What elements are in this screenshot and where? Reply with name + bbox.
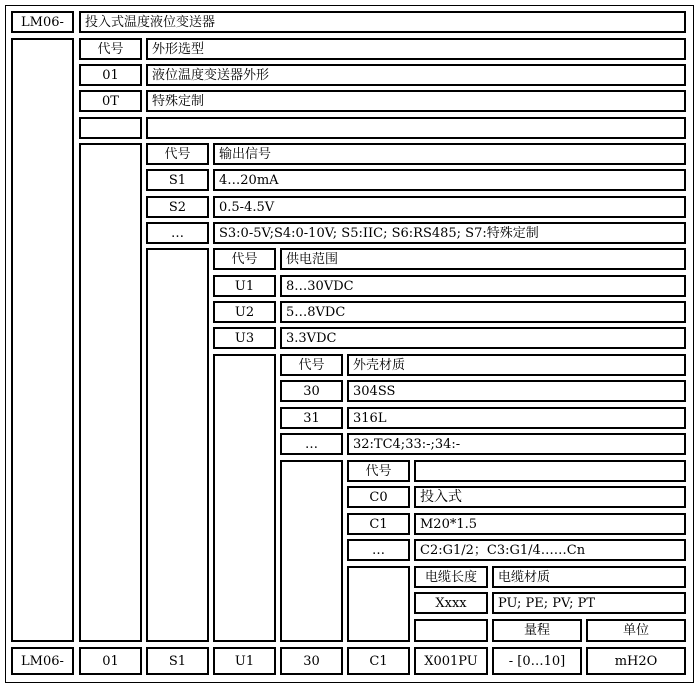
process-column	[347, 566, 410, 642]
output-column	[146, 248, 209, 642]
housing-name: 304SS	[347, 380, 686, 402]
process-code: C0	[347, 486, 410, 508]
process-name: M20*1.5	[414, 513, 686, 535]
cable-blank	[414, 619, 488, 642]
output-code: S1	[146, 169, 209, 191]
shape-code: 0T	[79, 90, 142, 112]
process-code: C1	[347, 513, 410, 535]
example-unit: mH2O	[586, 647, 686, 675]
process-name: C2:G1/2；C3:G1/4……Cn	[414, 539, 686, 561]
supply-column	[213, 354, 276, 642]
supply-name: 3.3VDC	[280, 327, 686, 349]
example-cable: X001PU	[414, 647, 488, 675]
housing-name-header: 外壳材质	[347, 354, 686, 376]
range-label: 量程	[492, 619, 582, 642]
unit-label: 单位	[586, 619, 686, 642]
supply-name: 8…30VDC	[280, 275, 686, 297]
process-code: …	[347, 539, 410, 561]
cable-length-label: 电缆长度	[414, 566, 488, 588]
example-range: - [0…10]	[492, 647, 582, 675]
housing-name: 32:TC4;33:-;34:-	[347, 433, 686, 455]
output-code: S2	[146, 196, 209, 218]
output-code-header: 代号	[146, 143, 209, 165]
output-name: 0.5-4.5V	[213, 196, 686, 218]
supply-name-header: 供电范围	[280, 248, 686, 270]
output-name: S3:0-5V;S4:0-10V; S5:IIC; S6:RS485; S7:特殊定制	[213, 222, 686, 244]
housing-column	[280, 460, 343, 642]
example-housing: 30	[280, 647, 343, 675]
cable-length-code: Xxxx	[414, 592, 488, 614]
supply-name: 5…8VDC	[280, 301, 686, 323]
output-name-header: 输出信号	[213, 143, 686, 165]
example-process: C1	[347, 647, 410, 675]
shape-code-header: 代号	[79, 38, 142, 60]
supply-code-header: 代号	[213, 248, 276, 270]
cable-material-label: 电缆材质	[492, 566, 686, 588]
housing-code: …	[280, 433, 343, 455]
prefix-column	[11, 38, 74, 642]
example-supply: U1	[213, 647, 276, 675]
example-output: S1	[146, 647, 209, 675]
supply-code: U1	[213, 275, 276, 297]
housing-code: 30	[280, 380, 343, 402]
supply-code: U2	[213, 301, 276, 323]
output-name: 4…20mA	[213, 169, 686, 191]
process-name: 投入式	[414, 486, 686, 508]
shape-name-header: 外形选型	[146, 38, 686, 60]
shape-name: 液位温度变送器外形	[146, 64, 686, 86]
example-shape: 01	[79, 647, 142, 675]
shape-blank-name	[146, 117, 686, 139]
supply-code: U3	[213, 327, 276, 349]
housing-name: 316L	[347, 407, 686, 429]
process-code-header: 代号	[347, 460, 410, 482]
cable-material-options: PU; PE; PV; PT	[492, 592, 686, 614]
output-code: …	[146, 222, 209, 244]
example-model: LM06-	[11, 647, 74, 675]
shape-column	[79, 143, 142, 642]
shape-blank-code	[79, 117, 142, 139]
product-title: 投入式温度液位变送器	[79, 11, 686, 33]
housing-code: 31	[280, 407, 343, 429]
shape-code: 01	[79, 64, 142, 86]
shape-name: 特殊定制	[146, 90, 686, 112]
model-prefix: LM06-	[11, 11, 74, 33]
process-name-header	[414, 460, 686, 482]
housing-code-header: 代号	[280, 354, 343, 376]
